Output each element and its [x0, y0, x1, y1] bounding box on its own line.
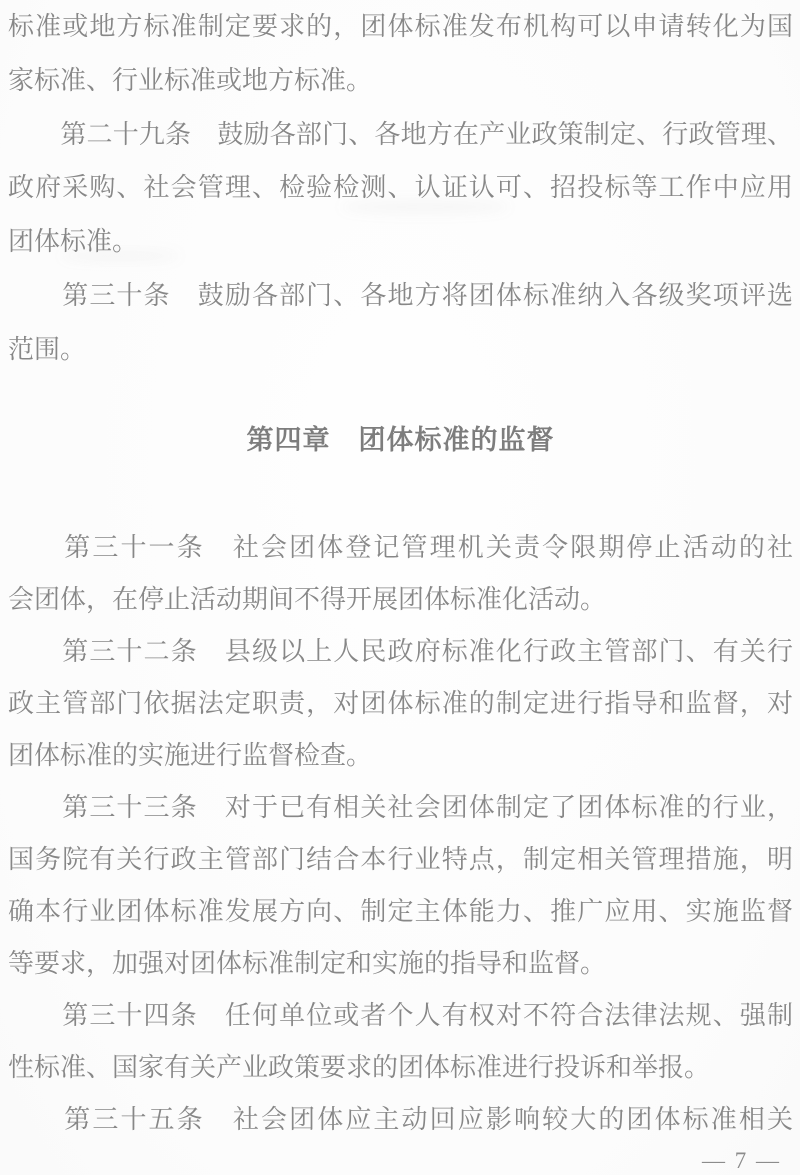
- text-line: 第三十三条 对于已有相关社会团体制定了团体标准的行业，: [8, 792, 793, 822]
- page-number: — 7 —: [702, 1147, 781, 1173]
- text-line: 第二十九条 鼓励各部门、各地方在产业政策制定、行政管理、: [8, 119, 793, 149]
- text-line: 政府采购、社会管理、检验检测、认证认可、招投标等工作中应用: [8, 173, 793, 203]
- text-line: 第三十四条 任何单位或者个人有权对不符合法律法规、强制: [8, 1000, 793, 1030]
- text-block-lower: [8, 522, 793, 1146]
- chapter-heading: 第四章 团体标准的监督: [246, 424, 555, 455]
- text-line: 国务院有关行政主管部门结合本行业特点，制定相关管理措施，明: [8, 844, 793, 874]
- text-block-upper: [8, 0, 793, 377]
- text-line: 第三十二条 县级以上人民政府标准化行政主管部门、有关行: [8, 636, 793, 666]
- text-line: 第三十条 鼓励各部门、各地方将团体标准纳入各级奖项评选: [8, 280, 793, 310]
- text-line: 标准或地方标准制定要求的，团体标准发布机构可以申请转化为国: [8, 12, 793, 41]
- text-line: 政主管部门依据法定职责，对团体标准的制定进行指导和监督，对: [8, 688, 793, 718]
- text-line: 第三十一条 社会团体登记管理机关责令限期停止活动的社: [8, 532, 793, 562]
- text-line: 团体标准。: [8, 227, 139, 257]
- text-line: 团体标准的实施进行监督检查。: [8, 740, 373, 770]
- text-line: 等要求，加强对团体标准制定和实施的指导和监督。: [8, 948, 607, 978]
- text-line: 家标准、行业标准或地方标准。: [8, 65, 373, 95]
- text-line: 范围。: [8, 334, 87, 364]
- text-line: 确本行业团体标准发展方向、制定主体能力、推广应用、实施监督: [8, 896, 793, 926]
- text-line: 性标准、国家有关产业政策要求的团体标准进行投诉和举报。: [8, 1052, 711, 1082]
- text-line: 会团体，在停止活动期间不得开展团体标准化活动。: [8, 584, 607, 614]
- text-line: 第三十五条 社会团体应主动回应影响较大的团体标准相关: [8, 1104, 793, 1134]
